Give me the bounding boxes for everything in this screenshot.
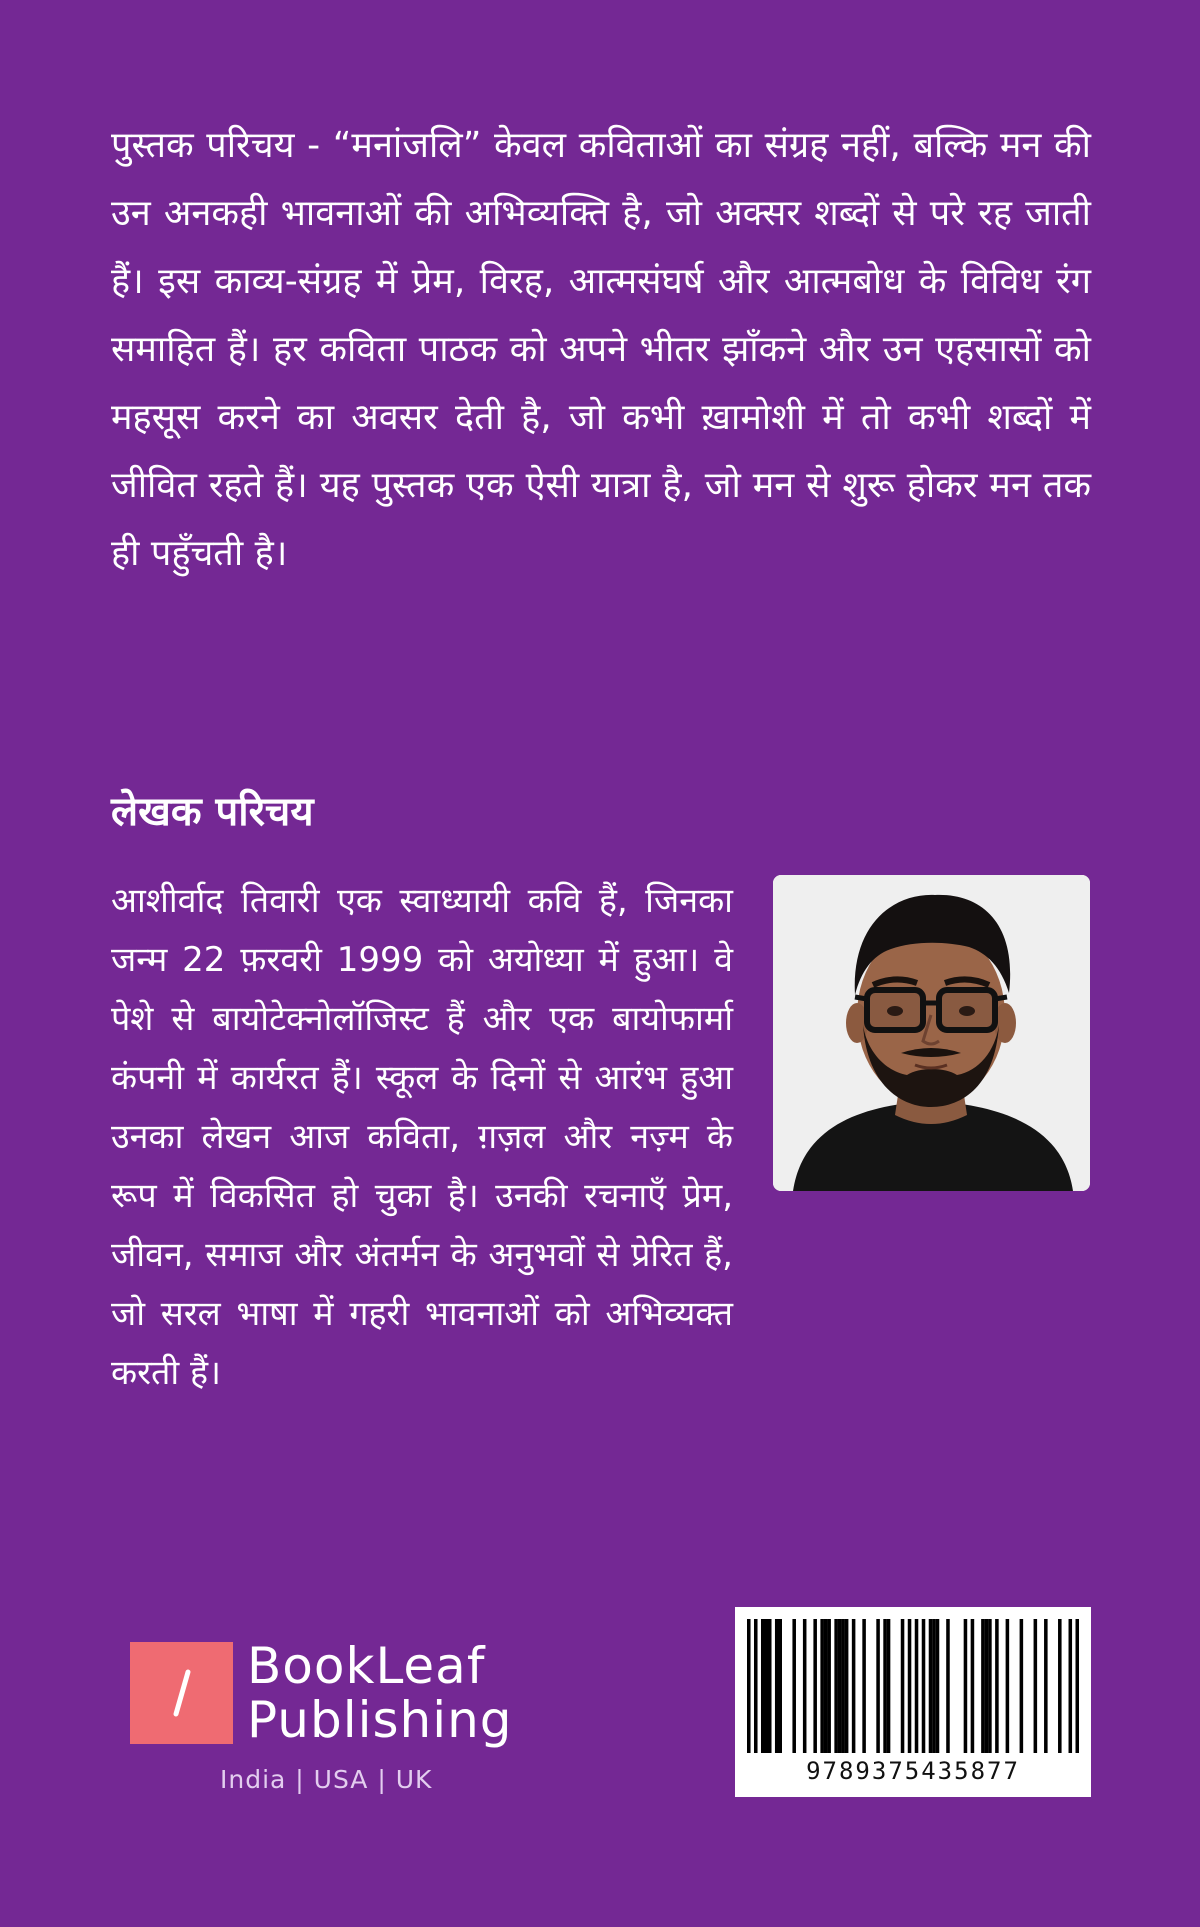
- logo-square-icon: [130, 1642, 233, 1744]
- book-intro-text: पुस्तक परिचय - “मनांजलि” केवल कविताओं का संग्रह नहीं, बल्कि मन की उन अनकही भावनाओं की अभिव्यक्ति है, जो अक्सर शब्दों से परे रह जाती हैं। इस काव्य-संग्रह में प्रेम, विरह, आत्मसंघर्ष और आत्मबोध के विविध रंग समाहित हैं। हर कविता पाठक को अपने भीतर झाँकने और उन एहसासों को महसूस करने का अवसर देती है, जो कभी ख़ामोशी में तो कभी शब्दों में जीवित रहते हैं। यह पुस्तक एक ऐसी यात्रा है, जो मन से शुरू होकर मन तक ही पहुँचती है।: [111, 125, 1091, 574]
- barcode-bar: [824, 1619, 828, 1753]
- barcode-bar: [915, 1619, 919, 1753]
- barcode-bar: [1076, 1619, 1079, 1753]
- barcode-bar: [988, 1619, 992, 1753]
- author-heading: लेखक परिचय: [111, 789, 314, 835]
- barcode-bar: [852, 1619, 856, 1753]
- author-bio-text: आशीर्वाद तिवारी एक स्वाध्यायी कवि हैं, जिनका जन्म 22 फ़रवरी 1999 को अयोध्या में हुआ। वे पेशे से बायोटेक्नोलॉजिस्ट हैं और एक बायोफार्मा कंपनी में कार्यरत हैं। स्कूल के दिनों से आरंभ हुआ उनका लेखन आज कविता, ग़ज़ल और नज़्म के रूप में विकसित हो चुका है। उनकी रचनाएँ प्रेम, जीवन, समाज और अंतर्मन के अनुभवों से प्रेरित हैं, जो सरल भाषा में गहरी भावनाओं को अभिव्यक्त करती हैं।: [111, 881, 733, 1393]
- barcode-bar: [775, 1619, 779, 1753]
- barcode-bar: [964, 1619, 968, 1753]
- barcode-bar: [932, 1619, 936, 1753]
- barcode-bar: [803, 1619, 807, 1753]
- barcode-bar: [764, 1619, 768, 1753]
- barcode-bar: [1020, 1619, 1024, 1753]
- barcode-bar: [936, 1619, 940, 1753]
- barcode-bar: [929, 1619, 933, 1753]
- publisher-name-line2: Publishing: [247, 1691, 513, 1749]
- barcode-bar: [841, 1619, 845, 1753]
- barcode-bar: [1006, 1619, 1010, 1753]
- barcode-bar: [845, 1619, 849, 1753]
- barcode-bar: [761, 1619, 765, 1753]
- barcode-bar: [901, 1619, 905, 1753]
- barcode-bar: [908, 1619, 912, 1753]
- barcode-bar: [827, 1619, 831, 1753]
- barcode-bar: [834, 1619, 838, 1753]
- barcode-bar: [768, 1619, 772, 1753]
- barcode-bar: [778, 1619, 782, 1753]
- barcode-bar: [754, 1619, 758, 1753]
- barcode-bar: [792, 1619, 796, 1753]
- barcode-bar: [747, 1619, 751, 1753]
- barcode-bar: [1058, 1619, 1062, 1753]
- barcode-bar: [1044, 1619, 1048, 1753]
- barcode-bar: [813, 1619, 817, 1753]
- barcode-bar: [981, 1619, 985, 1753]
- isbn-barcode: [735, 1607, 1091, 1797]
- barcode-bar: [887, 1619, 891, 1753]
- barcode-bar: [1034, 1619, 1038, 1753]
- barcode-bar: [985, 1619, 989, 1753]
- author-photo: [773, 875, 1090, 1191]
- barcode-bars: [747, 1619, 1079, 1753]
- barcode-bar: [876, 1619, 880, 1753]
- barcode-bar: [922, 1619, 926, 1753]
- publisher-name-line1: BookLeaf: [247, 1637, 486, 1695]
- barcode-bar: [862, 1619, 866, 1753]
- barcode-bar: [1069, 1619, 1073, 1753]
- barcode-bar: [838, 1619, 842, 1753]
- isbn-number: 9789375435877: [806, 1757, 1020, 1785]
- barcode-bar: [946, 1619, 950, 1753]
- slash-icon: [130, 1642, 233, 1744]
- barcode-bar: [971, 1619, 975, 1753]
- barcode-bar: [883, 1619, 887, 1753]
- publisher-regions: India | USA | UK: [220, 1765, 433, 1794]
- barcode-bar: [820, 1619, 824, 1753]
- publisher-logo: [130, 1637, 530, 1800]
- barcode-bar: [995, 1619, 999, 1753]
